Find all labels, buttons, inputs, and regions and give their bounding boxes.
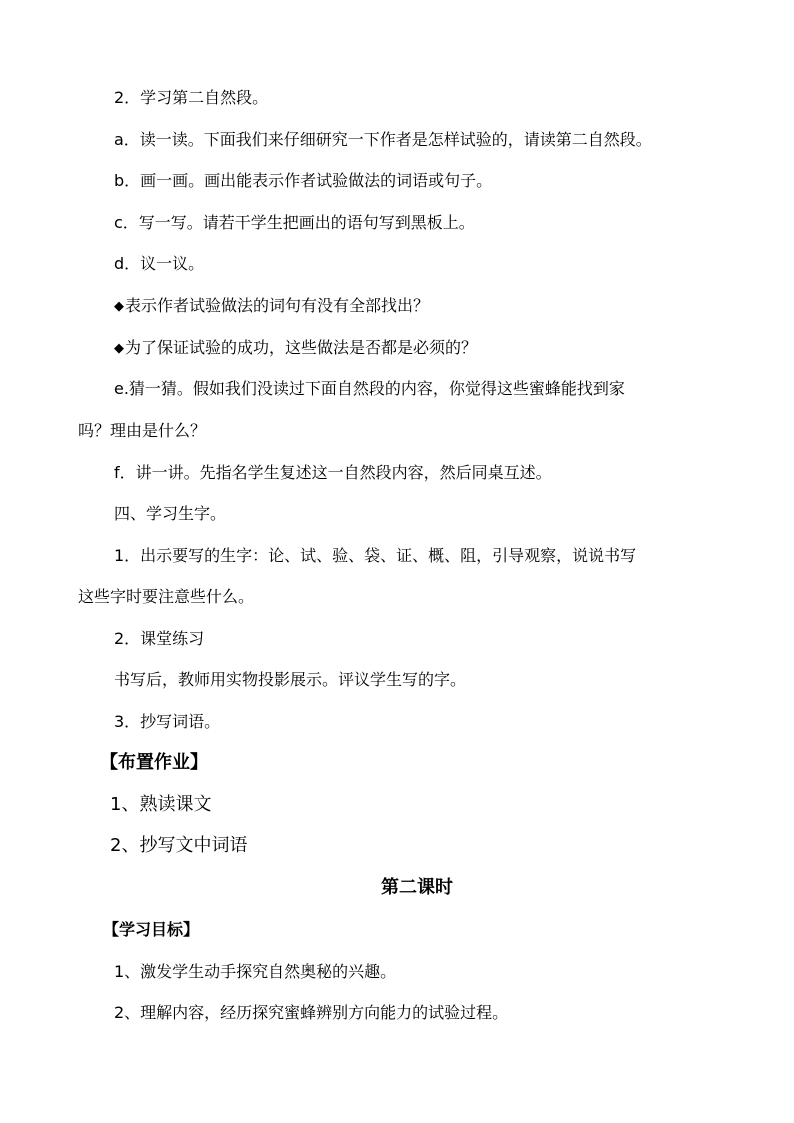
diamond-icon: ◆ bbox=[114, 299, 124, 314]
diamond-icon: ◆ bbox=[114, 341, 124, 356]
paragraph-step-d: d．议一议。 bbox=[114, 254, 205, 273]
goal-item-2: 2、理解内容，经历探究蜜蜂辨别方向能力的试验过程。 bbox=[114, 1003, 509, 1022]
homework-heading: 【布置作业】 bbox=[100, 752, 208, 773]
bullet-question-1 bbox=[114, 295, 429, 318]
char-item-1-line2: 这些字时要注意些什么。 bbox=[78, 587, 255, 606]
section-heading-4: 四、学习生字。 bbox=[114, 504, 227, 523]
question-text-1: 表示作者试验做法的词句有没有全部找出？ bbox=[125, 296, 430, 315]
goals-heading: 【学习目标】 bbox=[103, 920, 200, 939]
paragraph-step-f: f．讲一讲。先指名学生复述这一自然段内容，然后同桌互述。 bbox=[114, 463, 552, 482]
homework-item-1: 1、熟读课文 bbox=[110, 794, 212, 815]
char-item-2-detail: 书写后，教师用实物投影展示。评议学生写的字。 bbox=[114, 670, 467, 689]
question-text-2: 为了保证试验的成功，这些做法是否都是必须的？ bbox=[125, 338, 478, 357]
bullet-question-2 bbox=[114, 337, 477, 360]
paragraph-step-b: b．画一画。画出能表示作者试验做法的词语或句子。 bbox=[114, 171, 493, 190]
paragraph-step-e-line2: 吗？理由是什么？ bbox=[78, 421, 207, 440]
char-item-1-line1: 1．出示要写的生字：论、试、验、袋、证、概、阻，引导观察，说说书写 bbox=[114, 546, 637, 565]
char-item-2: 2．课堂练习 bbox=[114, 629, 205, 648]
char-item-3: 3．抄写词语。 bbox=[114, 712, 221, 731]
goal-item-1: 1、激发学生动手探究自然奥秘的兴趣。 bbox=[114, 962, 397, 981]
paragraph-step-a: a．读一读。下面我们来仔细研究一下作者是怎样试验的，请读第二自然段。 bbox=[114, 130, 652, 149]
paragraph-step-2: 2．学习第二自然段。 bbox=[114, 88, 269, 107]
lesson-title: 第二课时 bbox=[381, 877, 453, 898]
paragraph-step-e-line1: e.猜一猜。假如我们没读过下面自然段的内容，你觉得这些蜜蜂能找到家 bbox=[114, 379, 625, 398]
homework-item-2: 2、抄写文中词语 bbox=[110, 835, 248, 856]
paragraph-step-c: c．写一写。请若干学生把画出的语句写到黑板上。 bbox=[114, 213, 475, 232]
